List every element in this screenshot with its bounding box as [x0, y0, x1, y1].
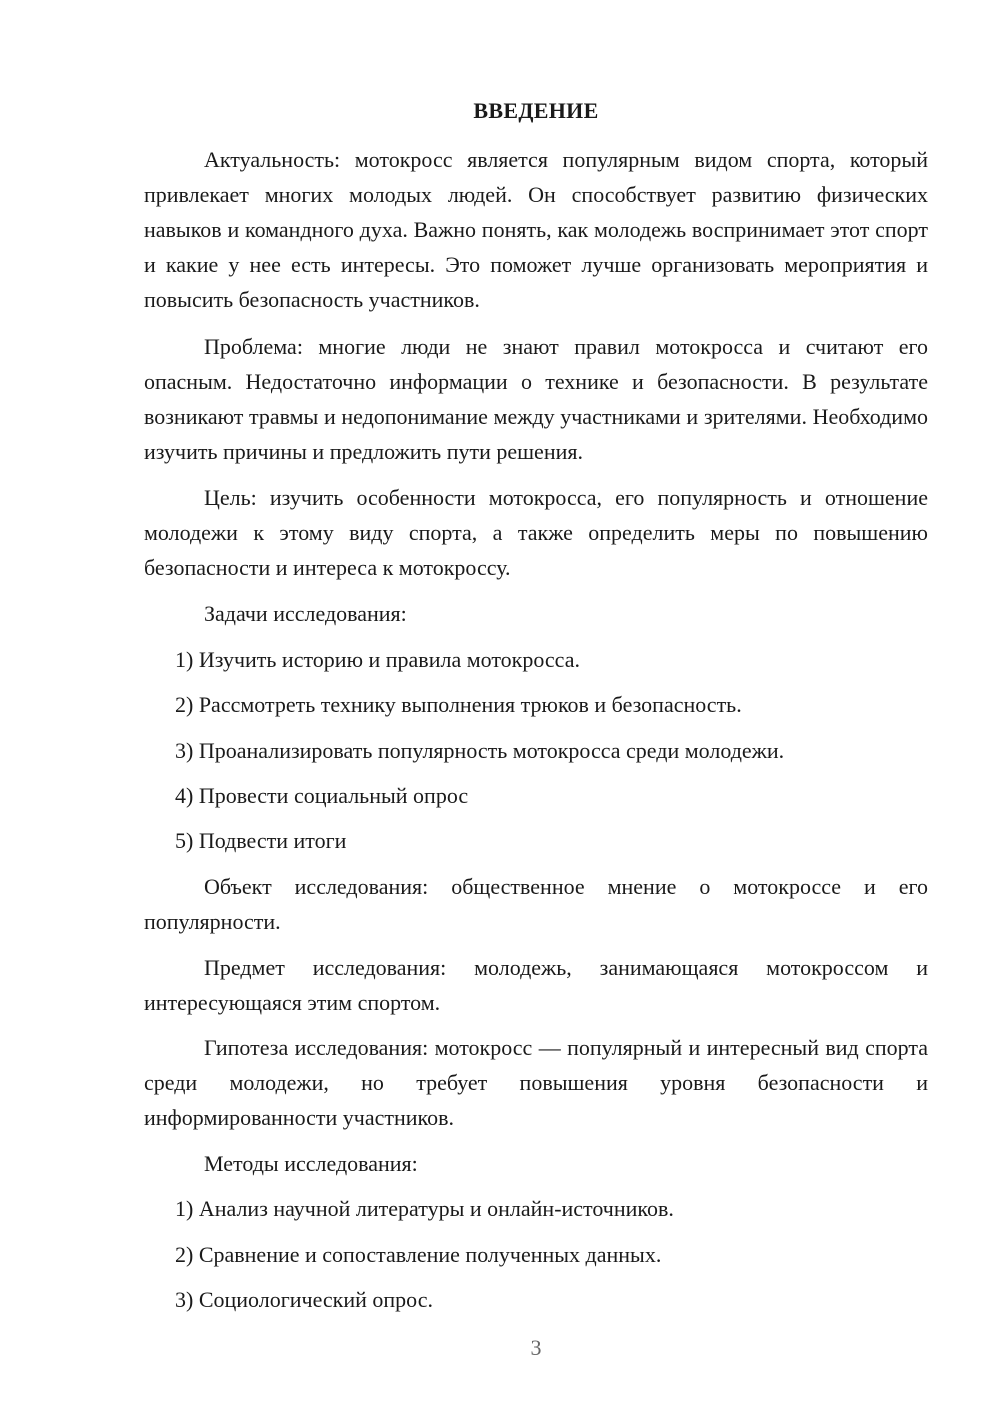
- paragraph-hypothesis: Гипотеза исследования: мотокросс — популярный и интересный вид спорта среди молодежи, но требует повышения уровня безопасности и информированности участников.: [144, 1035, 928, 1130]
- method-item-3: 3) Социологический опрос.: [175, 1287, 433, 1312]
- task-item-1: 1) Изучить историю и правила мотокросса.: [175, 647, 580, 672]
- task-item-3: 3) Проанализировать популярность мотокросса среди молодежи.: [175, 738, 785, 763]
- paragraph-subject: Предмет исследования: молодежь, занимающаяся мотокроссом и интересующаяся этим спортом.: [144, 955, 928, 1015]
- task-item-2: 2) Рассмотреть технику выполнения трюков и безопасность.: [175, 692, 742, 717]
- task-item-4: 4) Провести социальный опрос: [175, 783, 469, 808]
- tasks-heading: Задачи исследования:: [204, 601, 407, 626]
- method-item-2: 2) Сравнение и сопоставление полученных данных.: [175, 1242, 662, 1267]
- task-item-5: 5) Подвести итоги: [175, 828, 347, 853]
- paragraph-relevance: Актуальность: мотокросс является популярным видом спорта, который привлекает многих молодых людей. Он способствует развитию физических навыков и командного духа. Важно понять, как молодежь воспринимает этот спорт и какие у нее есть интересы. Это поможет лучше организовать мероприятия и повысить безопасность участников.: [144, 147, 928, 312]
- section-heading: ВВЕДЕНИЕ: [473, 98, 599, 123]
- paragraph-problem: Проблема: многие люди не знают правил мотокросса и считают его опасным. Недостаточно информации о технике и безопасности. В результате возникают травмы и недопонимание между участниками и зрителями. Необходимо изучить причины и предложить пути решения.: [144, 334, 928, 464]
- methods-heading: Методы исследования:: [204, 1151, 418, 1176]
- paragraph-object: Объект исследования: общественное мнение о мотокроссе и его популярности.: [144, 874, 928, 934]
- paragraph-goal: Цель: изучить особенности мотокросса, его популярность и отношение молодежи к этому виду спорта, а также определить меры по повышению безопасности и интереса к мотокроссу.: [144, 485, 928, 580]
- method-item-1: 1) Анализ научной литературы и онлайн-источников.: [175, 1196, 674, 1221]
- page-number: 3: [530, 1335, 542, 1360]
